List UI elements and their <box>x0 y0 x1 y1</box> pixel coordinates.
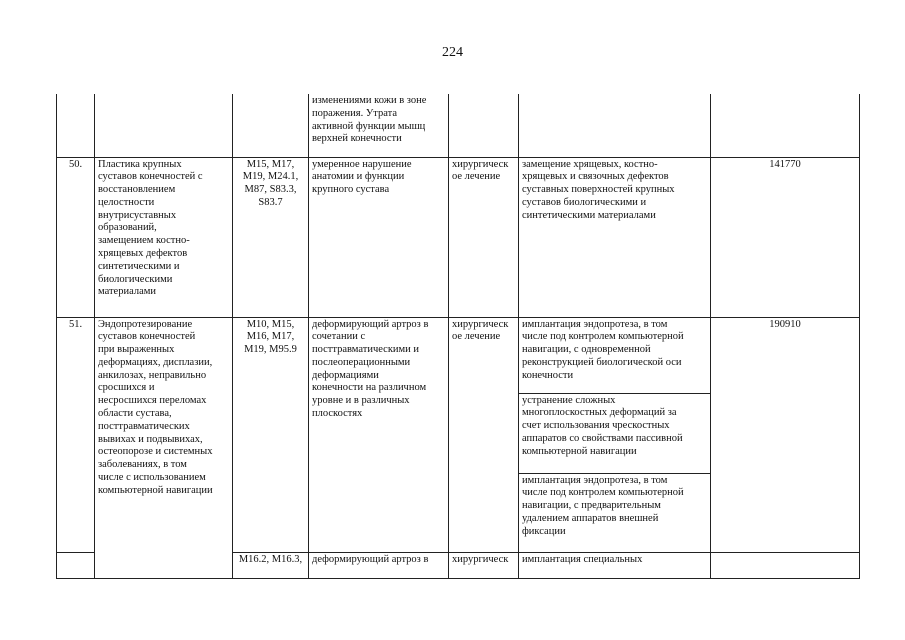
cell-num: 50. <box>57 157 95 317</box>
cell-method-3: имплантация эндопротеза, в том числе под контролем компьютерной навигации, с предварительным удалением аппаратов внешней фиксации <box>519 473 711 552</box>
cell-condition: умеренное нарушение анатомии и функции крупного сустава <box>309 157 449 317</box>
cell-treatment: хирургическ ое лечение <box>449 157 519 317</box>
cell-procedure-name: Пластика крупных суставов конечностей с восстановлением целостности внутрисуставных образований, замещением костно- хрящевых дефектов синтетическими и биологическими материалами <box>95 157 233 317</box>
cell-treatment: хирургическ ое лечение <box>449 317 519 552</box>
cell-num: 51. <box>57 317 95 552</box>
cell-price-empty <box>711 94 860 157</box>
cell-method: замещение хрящевых, костно- хрящевых и связочных дефектов суставных поверхностей крупных суставов биологическими и синтетическими материалами <box>519 157 711 317</box>
cell-codes-empty <box>233 94 309 157</box>
cell-method-1: имплантация эндопротеза, в том числе под контролем компьютерной навигации, с одновременной реконструкцией биологической оси конечности <box>519 317 711 393</box>
procedures-table <box>56 94 860 579</box>
cell-icd-codes: M15, M17, M19, M24.1, M87, S83.3, S83.7 <box>233 157 309 317</box>
cell-name-empty <box>95 94 233 157</box>
cell-condition: деформирующий артроз в сочетании с посттравматическими и послеоперационными деформациями конечности на различном уровне и в различных плоскостях <box>309 317 449 552</box>
cell-num-empty <box>57 552 95 578</box>
cell-method: имплантация специальных <box>519 552 711 578</box>
cell-price-empty <box>711 552 860 578</box>
table-row-continuation <box>57 94 860 157</box>
cell-price: 190910 <box>711 317 860 552</box>
page-number: 224 <box>442 45 463 60</box>
cell-price: 141770 <box>711 157 860 317</box>
cell-condition: деформирующий артроз в <box>309 552 449 578</box>
cell-method-2: устранение сложных многоплоскостных деформаций за счет использования чрескостных аппаратов со свойствами пассивной компьютерной навигации <box>519 393 711 473</box>
table-row-50 <box>57 157 860 317</box>
table-row-51 <box>57 317 860 393</box>
cell-treatment: хирургическ <box>449 552 519 578</box>
cell-treatment-empty <box>449 94 519 157</box>
cell-icd-codes: M10, M15, M16, M17, M19, M95.9 <box>233 317 309 552</box>
cell-procedure-name: Эндопротезирование суставов конечностей при выраженных деформациях, дисплазии, анкилозах, неправильно сросшихся и несросшихся переломах области сустава, посттравматических вывихах и подвывихах, остеопорозе и системных заболеваниях, в том числе с использованием компьютерной навигации <box>95 317 233 578</box>
cell-icd-codes: M16.2, M16.3, <box>233 552 309 578</box>
cell-method-empty <box>519 94 711 157</box>
cell-condition: изменениями кожи в зоне поражения. Утрата активной функции мышц верхней конечности <box>309 94 449 157</box>
cell-num-empty <box>57 94 95 157</box>
